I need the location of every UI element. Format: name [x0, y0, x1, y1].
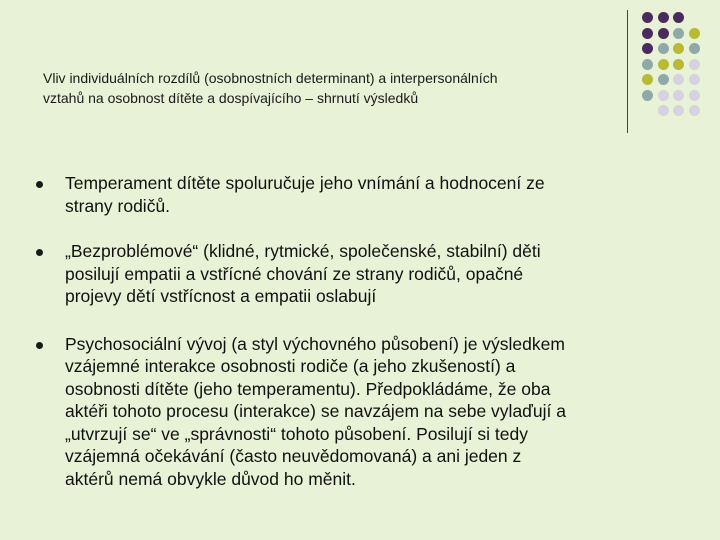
bullet-item: [36, 172, 686, 217]
bullet-text: [65, 240, 686, 308]
bullet-dot-icon: [36, 249, 43, 256]
bullet-line: strany rodičů.: [65, 195, 171, 216]
decorative-dot: [689, 90, 700, 101]
bullet-line: aktérů nemá obvykle důvod ho měnit.: [65, 468, 356, 489]
decorative-dot: [689, 28, 700, 39]
decorative-dot: [642, 59, 653, 70]
decorative-dot: [658, 43, 669, 54]
decorative-dot: [673, 90, 684, 101]
decorative-dot: [658, 28, 669, 39]
bullet-line: vzájemná očekávání (často neuvědomovaná) a ani jeden z: [65, 446, 522, 466]
decorative-divider-line: [627, 10, 628, 133]
bullet-line: „Bezproblémové“ (klidné, rytmické, společenské, stabilní) děti: [65, 241, 541, 261]
slide-title: [43, 68, 623, 108]
decorative-dot: [673, 12, 684, 23]
bullet-item: [36, 333, 686, 491]
bullet-line: posilují empatii a vstřícné chování ze strany rodičů, opačné: [65, 263, 524, 284]
decorative-dot: [642, 28, 653, 39]
decorative-dot: [673, 28, 684, 39]
bullet-line: vzájemné interakce osobnosti rodiče (a jeho zkušeností) a: [65, 356, 516, 376]
decorative-dot-grid: [640, 10, 720, 135]
title-line-1: Vliv individuálních rozdílů (osobnostních determinant) a interpersonálních: [43, 70, 498, 86]
bullet-line: Psychosociální vývoj (a styl výchovného působení) je výsledkem: [65, 333, 565, 354]
bullet-line: Temperament dítěte spoluručuje jeho vnímání a hodnocení ze: [65, 173, 545, 193]
decorative-dot: [642, 43, 653, 54]
bullet-text: [65, 333, 686, 491]
decorative-dot: [689, 59, 700, 70]
bullet-item: [36, 240, 686, 308]
decorative-dot: [658, 59, 669, 70]
bullet-line: „utvrzují se“ ve „správnosti“ tohoto působení. Posilují si tedy: [65, 423, 528, 444]
decorative-dot: [689, 74, 700, 85]
title-line-2: vztahů na osobnost dítěte a dospívajícího – shrnutí výsledků: [43, 90, 419, 106]
decorative-dot: [673, 59, 684, 70]
decorative-dot: [642, 90, 653, 101]
decorative-dot: [642, 12, 653, 23]
bullet-line: projevy dětí vstřícnost a empatii oslabují: [65, 286, 377, 306]
bullet-line: osobnosti dítěte (jeho temperamentu). Předpokládáme, že oba: [65, 378, 551, 399]
decorative-dot: [673, 74, 684, 85]
decorative-dot: [689, 43, 700, 54]
decorative-dot: [658, 12, 669, 23]
decorative-dot: [658, 90, 669, 101]
bullet-list: [36, 172, 686, 513]
decorative-dot: [689, 105, 700, 116]
decorative-dot: [658, 105, 669, 116]
decorative-dot: [673, 105, 684, 116]
bullet-dot-icon: [36, 342, 43, 349]
decorative-dot: [673, 43, 684, 54]
decorative-dot: [642, 74, 653, 85]
bullet-text: [65, 172, 686, 217]
decorative-dot: [658, 74, 669, 85]
bullet-line: aktéři tohoto procesu (interakce) se navzájem na sebe vylaďují a: [65, 401, 567, 421]
bullet-dot-icon: [36, 181, 43, 188]
